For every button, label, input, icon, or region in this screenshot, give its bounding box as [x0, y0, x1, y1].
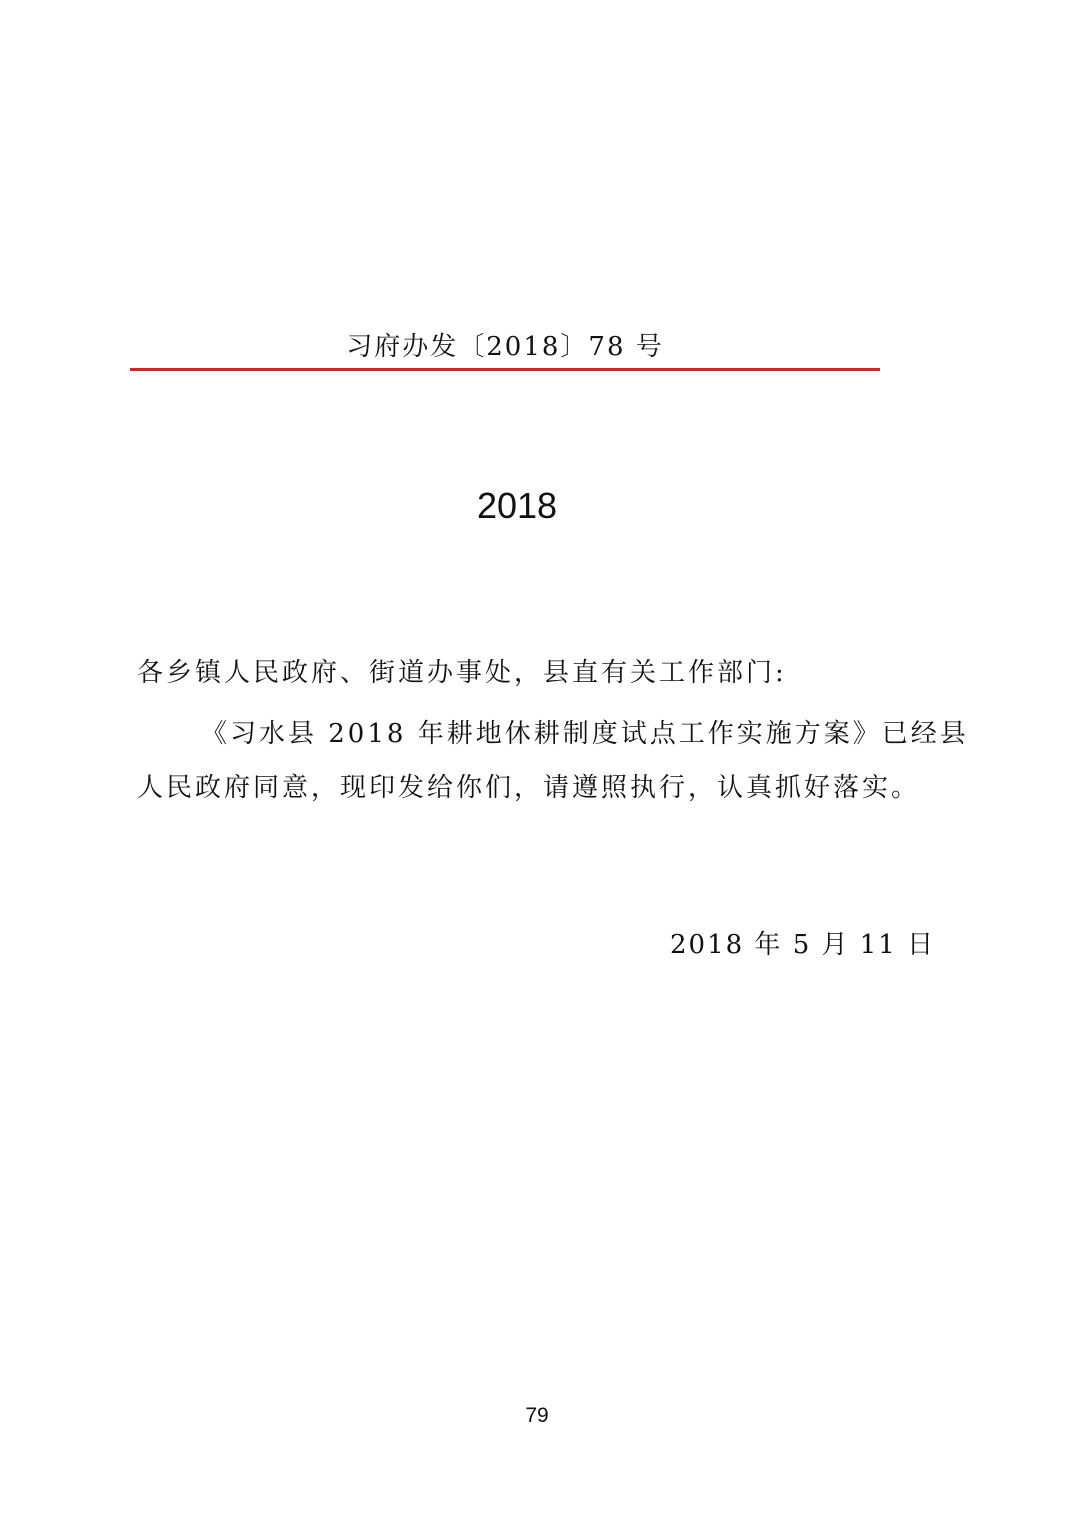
- red-divider-line: [130, 368, 880, 371]
- body-line-1: 《习水县 2018 年耕地休耕制度试点工作实施方案》已经县: [201, 719, 969, 749]
- body-paragraph: [137, 707, 969, 815]
- body-line-2: 人民政府同意，现印发给你们，请遵照执行，认真抓好落实。: [137, 773, 921, 803]
- page-number: 79: [525, 1404, 549, 1427]
- document-title: 2018: [476, 485, 558, 526]
- salutation: 各乡镇人民政府、街道办事处，县直有关工作部门:: [137, 658, 787, 688]
- document-number: 习府办发〔2018〕78 号: [346, 332, 664, 362]
- issue-date: 2018 年 5 月 11 日: [670, 930, 936, 960]
